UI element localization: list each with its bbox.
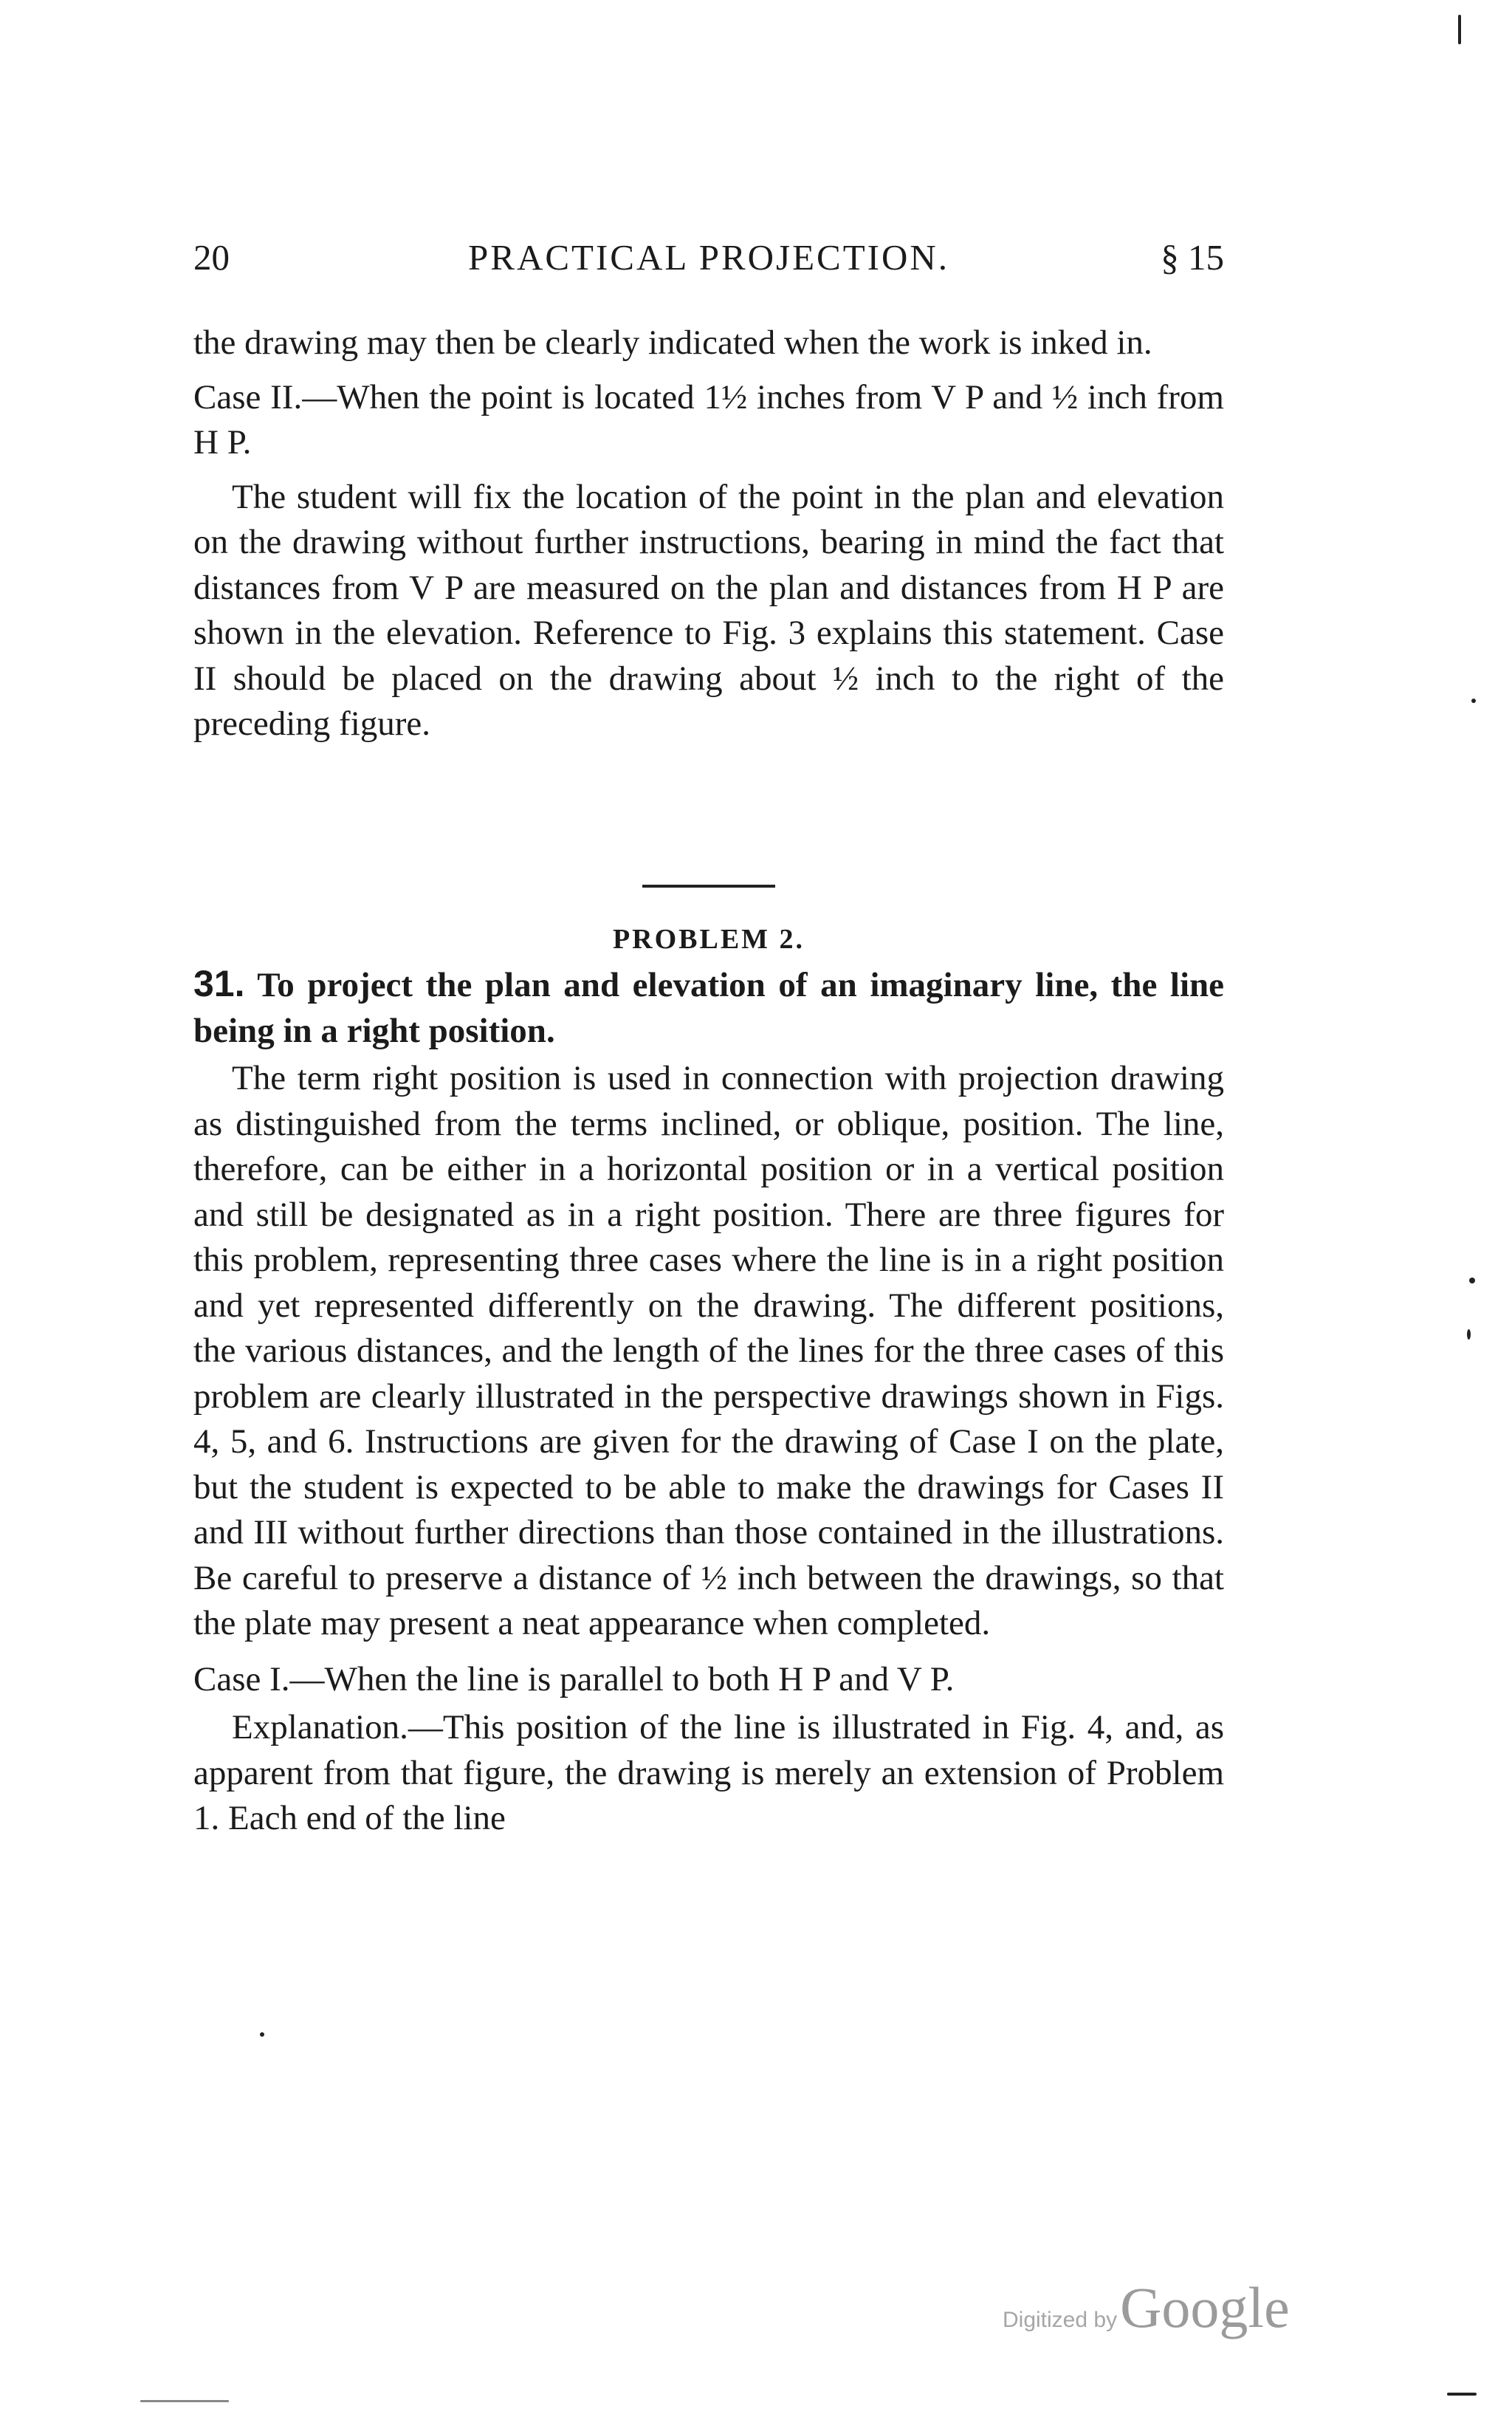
- section-divider-rule: [642, 885, 775, 888]
- running-title: PRACTICAL PROJECTION.: [468, 237, 949, 278]
- body-text-bottom: [193, 1056, 1224, 1842]
- case-heading: Case I.—When the line is parallel to both H P and V P.: [193, 1659, 955, 1698]
- scan-speck: [1469, 1278, 1475, 1283]
- scan-speck: [1467, 1329, 1471, 1340]
- paragraph-right-position: The term right position is used in connection with projection drawing as distinguished from the terms inclined, or oblique, position. The line, therefore, can be either in a horizontal position or in a vertical position and still be designated as in a right position. There are three figures for this problem, representing three cases where the line is in a right position and yet represented differently on the drawing. The different positions, the various distances, and the length of the lines for the three cases of this problem are clearly illustrated in the perspective drawings shown in Figs. 4, 5, and 6. Instructions are given for the drawing of Case I on the plate, but the student is expected to be able to make the drawings for Cases II and III without further directions than those contained in the illustrations. Be careful to preserve a distance of ½ inch between the drawings, so that the plate may present a neat appearance when completed.: [193, 1059, 1224, 1642]
- watermark-brand: Google: [1120, 2275, 1290, 2339]
- scan-speck: [260, 2032, 264, 2037]
- problem-heading: [193, 961, 1224, 1054]
- scan-speck: [1471, 699, 1476, 703]
- case-heading: Case II.—When the point is located 1½ inches from V P and ½ inch from H P.: [193, 377, 1224, 462]
- scan-mark: [1447, 2393, 1477, 2396]
- problem-label: PROBLEM 2.: [612, 924, 805, 955]
- article-number: 31.: [193, 963, 245, 1004]
- paragraph-continuation: the drawing may then be clearly indicated when the work is inked in.: [193, 323, 1152, 362]
- problem-heading-text: To project the plan and elevation of an imaginary line, the line being in a right position.: [193, 966, 1225, 1050]
- google-watermark: [1003, 2274, 1290, 2341]
- section-mark: § 15: [1161, 237, 1224, 278]
- paragraph-case-two: The student will fix the location of the point in the plan and elevation on the drawing without further instructions, bearing in mind the fact that distances from V P are measured on the plan and distances from H P are shown in the elevation. Reference to Fig. 3 explains this statement. Case II should be placed on the drawing about ½ inch to the right of the preceding figure.: [193, 477, 1224, 743]
- paragraph-explanation: Explanation.—This position of the line is illustrated in Fig. 4, and, as apparent from that figure, the drawing is merely an extension of Problem 1. Each end of the line: [193, 1708, 1224, 1837]
- watermark-digitized-text: Digitized by: [1003, 2308, 1118, 2332]
- page-number: 20: [193, 237, 230, 278]
- running-head: [193, 236, 1224, 288]
- body-text-top: [193, 320, 1224, 747]
- scan-mark: [140, 2400, 229, 2402]
- scan-mark: [1458, 15, 1461, 44]
